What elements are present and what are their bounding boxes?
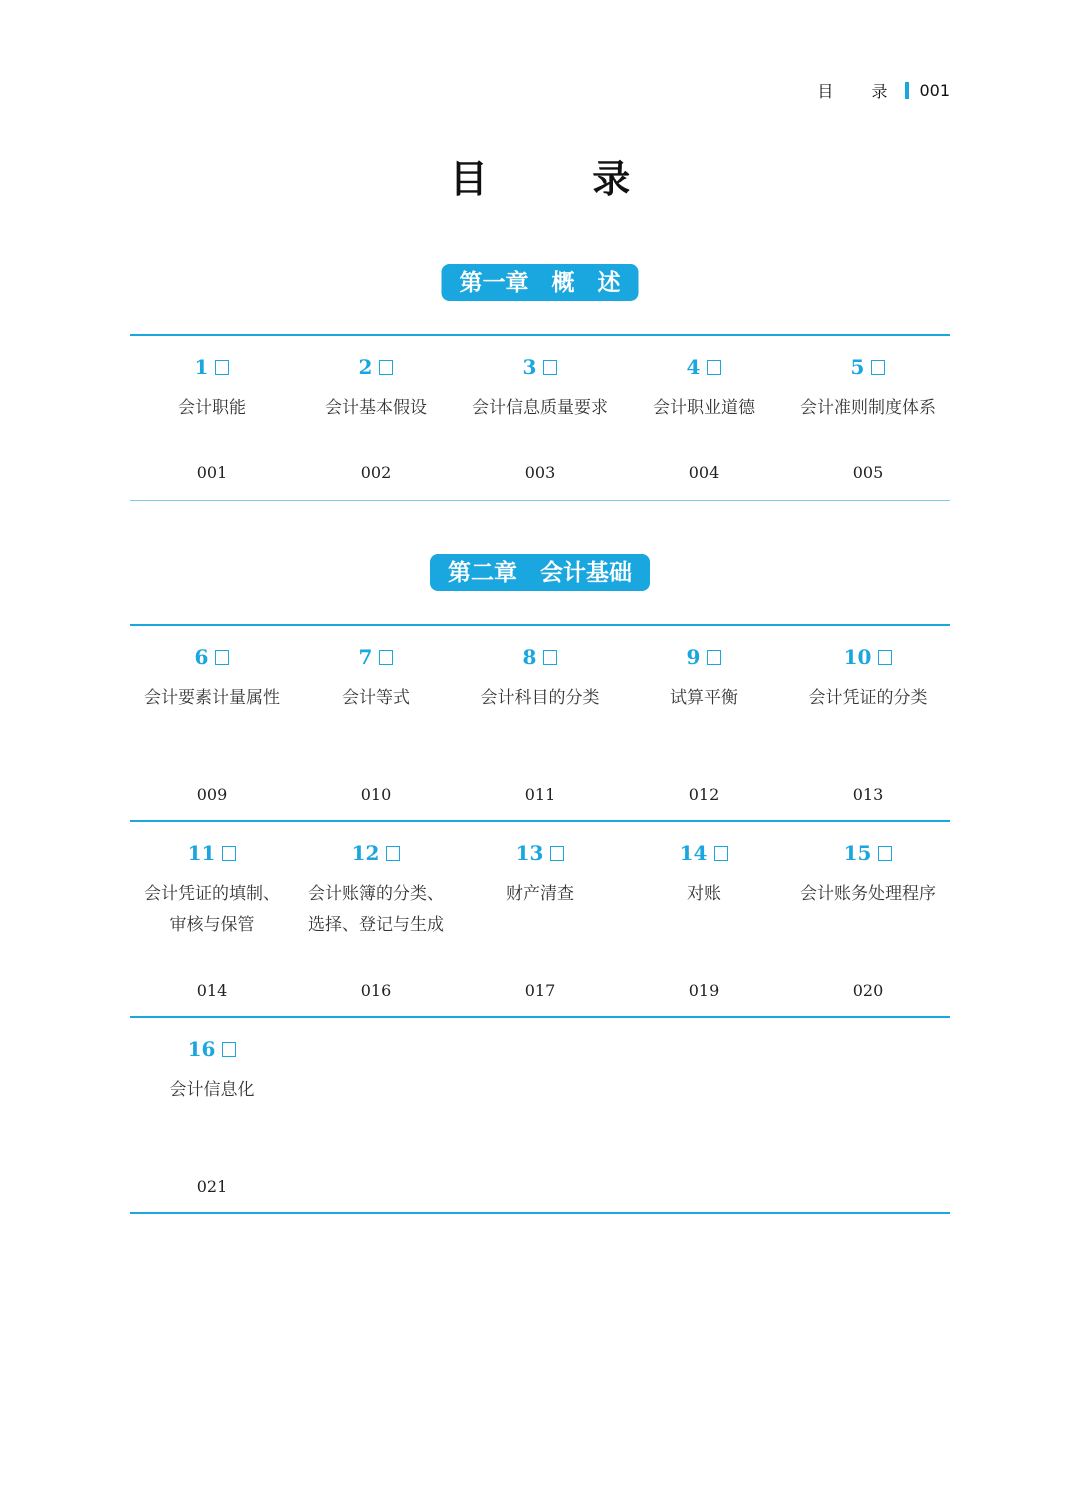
toc-entry[interactable] — [786, 626, 950, 820]
checkbox-square-icon — [707, 360, 721, 375]
section-title: 会计基本假设 — [325, 398, 427, 418]
running-head-divider — [905, 82, 909, 99]
section-title: 会计科目的分类 — [480, 688, 600, 708]
chapter-2-section-grid — [130, 624, 950, 1214]
section-number: 10 — [786, 644, 950, 670]
section-number: 9 — [622, 644, 786, 670]
checkbox-square-icon — [215, 650, 229, 665]
section-page-number: 012 — [688, 785, 720, 804]
section-number: 1 — [130, 354, 294, 380]
toc-entry[interactable] — [294, 336, 458, 500]
section-title: 对账 — [687, 884, 721, 904]
empty-cell — [786, 1018, 950, 1212]
section-title: 会计账簿的分类、 选择、登记与生成 — [308, 884, 444, 935]
toc-entry[interactable] — [458, 822, 622, 1016]
section-number: 7 — [294, 644, 458, 670]
checkbox-square-icon — [871, 360, 885, 375]
section-title: 试算平衡 — [670, 688, 738, 708]
chapter-2-heading: 第二章 会计基础 — [430, 554, 650, 591]
toc-entry[interactable] — [458, 626, 622, 820]
section-number: 14 — [622, 840, 786, 866]
section-title: 财产清查 — [506, 884, 574, 904]
section-number: 3 — [458, 354, 622, 380]
toc-entry[interactable] — [130, 1018, 294, 1212]
chapter-1-heading: 第一章 概 述 — [442, 264, 639, 301]
page-title — [0, 148, 1080, 203]
section-number: 16 — [130, 1036, 294, 1062]
section-page-number: 013 — [852, 785, 884, 804]
chapter-1-section-grid — [130, 334, 950, 501]
toc-entry[interactable] — [130, 336, 294, 500]
section-title: 会计信息质量要求 — [472, 398, 608, 418]
toc-entry[interactable] — [622, 626, 786, 820]
toc-entry[interactable] — [458, 336, 622, 500]
empty-cell — [622, 1018, 786, 1212]
toc-entry[interactable] — [622, 822, 786, 1016]
running-head-char-1: 目 — [817, 81, 834, 101]
section-title: 会计等式 — [342, 688, 410, 708]
section-number: 5 — [786, 354, 950, 380]
toc-entry[interactable] — [294, 822, 458, 1016]
running-head-page-number: 001 — [919, 80, 950, 100]
section-page-number: 004 — [688, 463, 720, 482]
section-page-number: 010 — [360, 785, 392, 804]
checkbox-square-icon — [379, 650, 393, 665]
checkbox-square-icon — [550, 846, 564, 861]
section-page-number: 021 — [196, 1177, 228, 1196]
checkbox-square-icon — [543, 650, 557, 665]
section-number: 13 — [458, 840, 622, 866]
section-title: 会计要素计量属性 — [144, 688, 280, 708]
checkbox-square-icon — [878, 846, 892, 861]
toc-entry[interactable] — [786, 336, 950, 500]
section-number: 4 — [622, 354, 786, 380]
section-title: 会计凭证的分类 — [808, 688, 928, 708]
section-page-number: 001 — [196, 463, 228, 482]
page-title-char-1: 目 — [449, 156, 488, 201]
section-number: 6 — [130, 644, 294, 670]
section-number: 15 — [786, 840, 950, 866]
checkbox-square-icon — [543, 360, 557, 375]
empty-cell — [294, 1018, 458, 1212]
section-title: 会计职能 — [178, 398, 246, 418]
section-page-number: 019 — [688, 981, 720, 1000]
section-number: 11 — [130, 840, 294, 866]
toc-entry[interactable] — [130, 822, 294, 1016]
checkbox-square-icon — [222, 846, 236, 861]
section-page-number: 014 — [196, 981, 228, 1000]
section-number: 8 — [458, 644, 622, 670]
checkbox-square-icon — [878, 650, 892, 665]
section-number: 2 — [294, 354, 458, 380]
checkbox-square-icon — [714, 846, 728, 861]
checkbox-square-icon — [386, 846, 400, 861]
toc-entry[interactable] — [786, 822, 950, 1016]
checkbox-square-icon — [215, 360, 229, 375]
section-title: 会计职业道德 — [653, 398, 755, 418]
section-title: 会计账务处理程序 — [800, 884, 936, 904]
table-bottom-rule — [130, 1212, 950, 1214]
page-title-char-2: 录 — [592, 156, 631, 201]
section-page-number: 009 — [196, 785, 228, 804]
running-head — [817, 78, 950, 102]
checkbox-square-icon — [222, 1042, 236, 1057]
section-page-number: 020 — [852, 981, 884, 1000]
empty-cell — [458, 1018, 622, 1212]
toc-entry[interactable] — [622, 336, 786, 500]
checkbox-square-icon — [707, 650, 721, 665]
section-page-number: 003 — [524, 463, 556, 482]
checkbox-square-icon — [379, 360, 393, 375]
section-page-number: 016 — [360, 981, 392, 1000]
running-head-char-2: 录 — [871, 81, 888, 101]
section-page-number: 002 — [360, 463, 392, 482]
section-page-number: 011 — [524, 785, 556, 804]
toc-entry[interactable] — [130, 626, 294, 820]
section-page-number: 017 — [524, 981, 556, 1000]
section-number: 12 — [294, 840, 458, 866]
section-title: 会计准则制度体系 — [800, 398, 936, 418]
section-page-number: 005 — [852, 463, 884, 482]
section-title: 会计凭证的填制、 审核与保管 — [144, 884, 280, 935]
section-title: 会计信息化 — [169, 1080, 255, 1100]
toc-entry[interactable] — [294, 626, 458, 820]
